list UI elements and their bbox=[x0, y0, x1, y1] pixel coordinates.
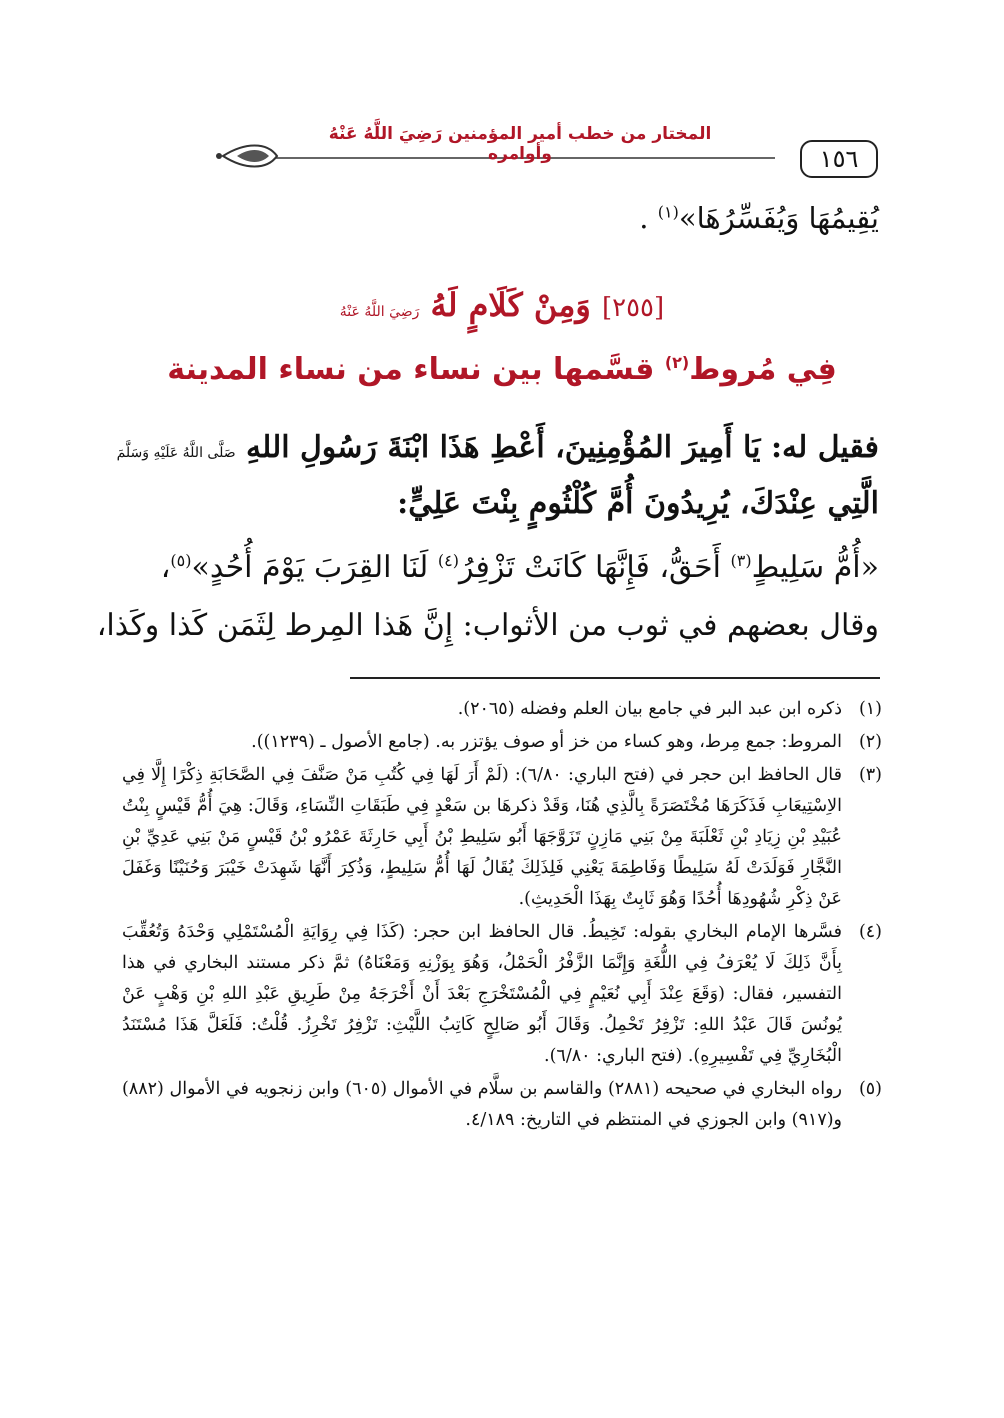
subtitle-rest: قسَّمها بين نساء من نساء المدينة bbox=[167, 352, 665, 387]
footnote-ref-5: (٥) bbox=[170, 551, 192, 570]
section-heading bbox=[0, 286, 1004, 324]
footnote-number: (٣) bbox=[858, 765, 882, 785]
prophet-honorific: صَلَّى اللَّهُ عَلَيْهِ وَسَلَّمَ bbox=[116, 445, 236, 461]
footnote-item bbox=[122, 1074, 882, 1136]
body-line-3 bbox=[161, 548, 879, 588]
footnote-item bbox=[122, 760, 882, 915]
footnote-ref-3: (٣) bbox=[730, 551, 752, 570]
footnote-text: المروط: جمع مِرط، وهو كساء من خز أو صوف يؤتزر به. (جامع الأصول ـ (١٢٣٩)). bbox=[251, 732, 842, 752]
section-title: وَمِنْ كَلَامٍ لَهُ bbox=[430, 286, 591, 324]
footnotes bbox=[122, 694, 882, 1138]
body-line-3-b: أَحَقُّ، فَإِنَّهَا كَانَتْ تَزْفِرُ bbox=[458, 550, 731, 585]
body-line-1 bbox=[117, 428, 879, 473]
footnote-text: ذكره ابن عبد البر في جامع بيان العلم وفضله (٢٠٦٥). bbox=[457, 699, 842, 719]
page-number: ١٥٦ bbox=[800, 140, 878, 178]
subtitle-prefix: فِي مُروط bbox=[689, 352, 837, 387]
footnote-ref-1: (١) bbox=[657, 202, 679, 222]
continued-text bbox=[639, 198, 879, 238]
footnote-number: (٤) bbox=[858, 922, 882, 942]
footnote-item bbox=[122, 694, 882, 725]
footnote-text: رواه البخاري في صحيحه (٢٨٨١) والقاسم بن سلَّام في الأموال (٦٠٥) وابن زنجويه في الأموال (٨٨٢) و(٩١٧) وابن الجوزي في المنتظم في التاريخ: ٤/١٨٩. bbox=[122, 1079, 842, 1130]
footnote-separator bbox=[350, 677, 880, 679]
footnote-number: (٢) bbox=[858, 732, 882, 752]
footnote-text: فسَّرها الإمام البخاري بقوله: تَخِيطُ. قال الحافظ ابن حجر: (كَذَا فِي رِوَايَةِ الْمُسْتَمْلِي وَحْدَهُ وَتُعُقِّبَ بِأَنَّ ذَلِكَ لَا يُعْرَفُ فِي اللُّغَةِ وَإِنَّمَا الزَّفْرُ الْحَمْلُ، وَهُوَ بِوَزْنِهِ وَمَعْنَاهُ) ثمَّ ذكر مستند البخاري في هذا التفسير، فقال: (وَقَعَ عِنْدَ أَبِي نُعَيْمٍ فِي الْمُسْتَخْرَجِ بَعْدَ أَنْ أَخْرَجَهُ مِنْ طَرِيقِ عَبْدِ اللهِ بْنِ وَهْبٍ عَنْ يُونُسَ قَالَ عَبْدُ اللهِ: تَزْفِرُ تَحْمِلُ. وَقَالَ أَبُو صَالِحٍ كَاتِبُ اللَّيْثِ: تَزْفِرُ تَخْرِزُ. قُلْتُ: فَلَعَلَّ هَذَا مُسْتَنَدُ الْبُخَارِيِّ فِي تَفْسِيرِهِ). (فتح الباري: ٦/٨٠). bbox=[122, 922, 842, 1066]
continued-text-end: . bbox=[639, 201, 658, 235]
body-line-3-c: لَنَا القِرَبَ يَوْمَ أُحُدٍ» bbox=[191, 550, 438, 585]
footnote-text: قال الحافظ ابن حجر في (فتح الباري: ٦/٨٠): (لَمْ أَرَ لَهَا فِي كُتُبِ مَنْ صَنَّفَ فِي الصَّحَابَةِ ذِكْرًا إِلَّا فِي الاِسْتِيعَابِ فَذَكَرَهَا مُخْتَصَرَةً بِالَّذِي هُنَا، وَقَدْ ذكرهَا بن سَعْدٍ فِي طَبَقَاتِ النِّسَاءِ، وَقَالَ: هِيَ أُمُّ قَيْسٍ بِنْتُ عُبَيْدِ بْنِ زِيَادِ بْنِ ثَعْلَبَةَ مِنْ بَنِي مَازِنٍ تَزَوَّجَهَا أَبُو سَلِيطِ بْنُ أَبِي حَارِثَةَ عَمْرُو بْنُ قَيْسٍ مَنْ بَنِي عَدِيِّ بْنِ النَّجَّارِ فَوَلَدَتْ لَهُ سَلِيطًا وَفَاطِمَةَ يَعْنِي فَلِذَلِكَ يُقَالُ لَهَا أُمُّ سَلِيطٍ، وَذُكِرَ أَنَّهَا شَهِدَتْ خَيْبَرَ وَحُنَيْنًا وَغَفَلَ عَنْ ذِكْرِ شُهُودِهَا أُحُدًا وَهُوَ ثَابِتٌ بِهَذَا الْحَدِيثِ). bbox=[122, 765, 842, 909]
running-header bbox=[0, 110, 1004, 200]
body-line-4: وقال بعضهم في ثوب من الأثواب: إِنَّ هَذا المِرط لِثَمَن كَذا وكَذا، bbox=[96, 608, 879, 643]
footnote-number: (٥) bbox=[858, 1079, 882, 1099]
footnote-item bbox=[122, 917, 882, 1072]
footnote-number: (١) bbox=[858, 699, 882, 719]
section-subtitle bbox=[0, 352, 1004, 387]
running-title: المختار من خطب أمير المؤمنين رَضِيَ اللَّهُ عَنْهُ وأوامره bbox=[328, 124, 712, 164]
body-line-2: الَّتِي عِنْدَكَ، يُرِيدُونَ أُمَّ كُلْثُومٍ بِنْتَ عَلِيٍّ: bbox=[397, 486, 879, 521]
continued-text-body: يُقِيمُهَا وَيُفَسِّرُهَا» bbox=[678, 201, 879, 235]
footnote-ref-4: (٤) bbox=[437, 551, 459, 570]
body-line-1-text: فقيل له: يَا أَمِيرَ المُؤْمِنِينَ، أَعْطِ هَذَا ابْنَةَ رَسُولِ اللهِ bbox=[246, 430, 879, 465]
section-number: [٢٥٥] bbox=[601, 293, 665, 323]
body-line-3-end: ، bbox=[160, 550, 171, 585]
section-honorific: رَضِيَ اللَّهُ عَنْهُ bbox=[339, 304, 420, 320]
footnote-item bbox=[122, 727, 882, 758]
footnote-ref-2: (٢) bbox=[664, 353, 690, 372]
body-line-3-a: «أُمُّ سَلِيطٍ bbox=[751, 550, 879, 585]
